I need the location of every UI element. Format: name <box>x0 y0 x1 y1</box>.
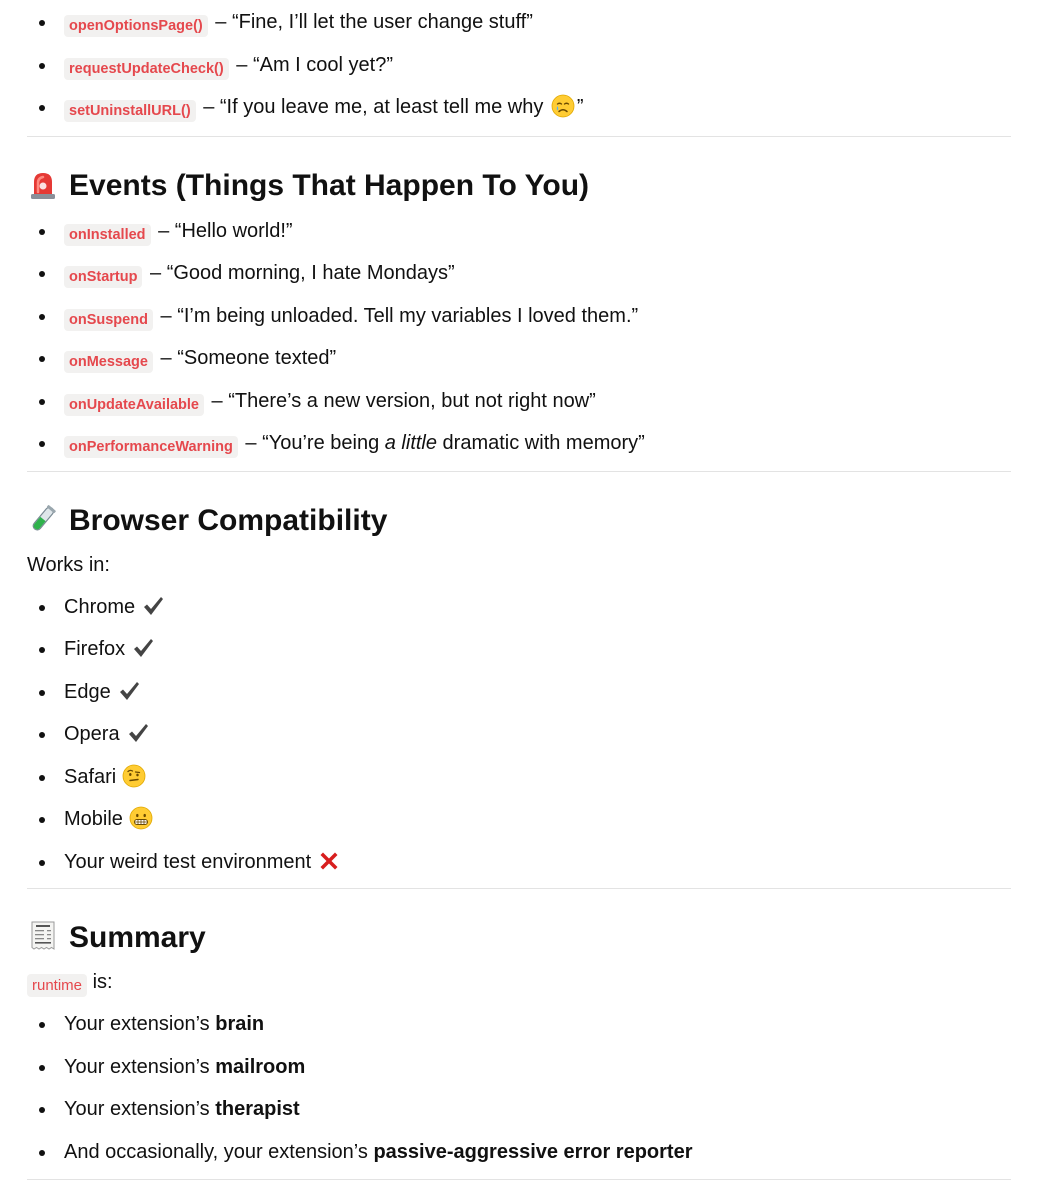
item-bold: passive-aggressive error reporter <box>373 1140 693 1163</box>
inline-code: onSuspend <box>64 309 153 331</box>
check-icon <box>126 721 150 745</box>
section-divider <box>27 136 1011 137</box>
summary-intro-text: is: <box>87 971 113 993</box>
list-item <box>27 798 1011 841</box>
list-item <box>27 337 1011 380</box>
item-text-end: dramatic with memory” <box>437 432 645 454</box>
item-text: – “Fine, I’ll let the user change stuff” <box>209 11 533 33</box>
item-text: – “Someone texted” <box>154 347 337 369</box>
item-text-italic: a little <box>384 432 437 454</box>
inline-code: openOptionsPage() <box>64 15 208 37</box>
list-item <box>27 1046 1011 1089</box>
inline-code: onInstalled <box>64 224 151 246</box>
list-item <box>27 1131 1011 1174</box>
list-item <box>27 380 1011 423</box>
section-divider <box>27 471 1011 472</box>
inline-code: requestUpdateCheck() <box>64 58 229 80</box>
list-item <box>27 713 1011 756</box>
inline-code: setUninstallURL() <box>64 100 196 122</box>
browser-name: Safari <box>64 765 117 788</box>
browser-name: Opera <box>64 723 120 745</box>
list-item <box>27 841 1011 884</box>
events-heading-text: Events (Things That Happen To You) <box>69 168 590 202</box>
browser-name: Firefox <box>64 638 126 660</box>
item-text: – “I’m being unloaded. Tell my variables I loved them.” <box>154 304 639 327</box>
browser-name: Chrome <box>64 595 136 618</box>
inline-code: onMessage <box>64 351 153 373</box>
list-item <box>27 210 1011 253</box>
list-item <box>27 86 1011 129</box>
siren-icon <box>27 168 59 200</box>
check-icon <box>131 636 155 660</box>
item-text: – “Hello world!” <box>152 219 293 242</box>
inline-code: onPerformanceWarning <box>64 436 238 458</box>
test-tube-icon <box>27 503 59 535</box>
item-text: – “Am I cool yet?” <box>230 53 393 76</box>
events-list <box>27 210 1011 465</box>
inline-code: runtime <box>27 974 87 997</box>
section-divider <box>27 888 1011 889</box>
list-item <box>27 1088 1011 1131</box>
method-list <box>27 1 1011 129</box>
list-item <box>27 295 1011 338</box>
list-item <box>27 422 1011 465</box>
browser-list <box>27 586 1011 884</box>
item-prefix: Your extension’s <box>64 1055 216 1078</box>
list-item <box>27 44 1011 87</box>
item-prefix: And occasionally, your extension’s <box>64 1140 374 1163</box>
grimacing-face-icon <box>129 806 153 830</box>
item-prefix: Your extension’s <box>64 1098 216 1120</box>
item-text: – “You’re being <box>239 432 385 454</box>
check-icon <box>117 679 141 703</box>
list-item <box>27 252 1011 295</box>
list-item <box>27 756 1011 799</box>
summary-intro <box>27 961 1011 1003</box>
list-item <box>27 671 1011 714</box>
list-item <box>27 1003 1011 1046</box>
browser-name: Your weird test environment <box>64 850 312 873</box>
item-text: – “There’s a new version, but not right now” <box>206 389 596 412</box>
item-text: – “Good morning, I hate Mondays” <box>144 262 455 284</box>
item-bold: therapist <box>215 1098 300 1120</box>
list-item <box>27 586 1011 629</box>
summary-list <box>27 1003 1011 1173</box>
raised-eyebrow-face-icon <box>122 764 146 788</box>
receipt-icon <box>27 920 59 952</box>
crying-face-icon <box>551 94 575 118</box>
compat-heading <box>27 499 1011 543</box>
item-bold: brain <box>215 1013 265 1035</box>
list-item <box>27 628 1011 671</box>
summary-heading-text: Summary <box>69 921 206 954</box>
item-prefix: Your extension’s <box>64 1013 216 1035</box>
browser-name: Edge <box>64 680 111 703</box>
item-text: – “If you leave me, at least tell me why <box>197 96 549 118</box>
events-heading <box>27 164 1011 208</box>
compat-heading-text: Browser Compatibility <box>69 503 388 537</box>
compat-intro: Works in: <box>27 553 110 576</box>
cross-mark-icon <box>317 849 341 873</box>
summary-heading <box>27 916 1011 960</box>
browser-name: Mobile <box>64 808 123 830</box>
item-bold: mailroom <box>215 1055 306 1078</box>
document-page <box>27 0 1011 1180</box>
section-divider <box>27 1179 1011 1180</box>
inline-code: onUpdateAvailable <box>64 394 204 416</box>
list-item <box>27 1 1011 44</box>
check-icon <box>141 594 165 618</box>
inline-code: onStartup <box>64 266 142 288</box>
item-text-end: ” <box>576 96 584 118</box>
